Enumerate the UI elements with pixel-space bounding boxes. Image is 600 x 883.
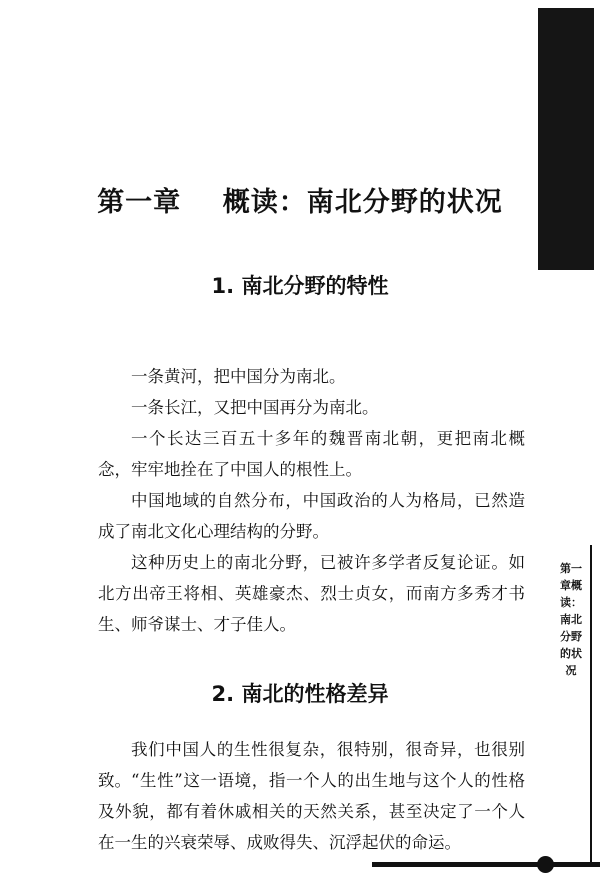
paragraph: 中国地域的自然分布，中国政治的人为格局，已然造成了南北文化心理结构的分野。 bbox=[98, 491, 525, 541]
footer-rule bbox=[372, 862, 600, 867]
paragraph: 一条黄河，把中国分为南北。 bbox=[131, 367, 346, 386]
running-chapter-label: 第一章概读：南北分野的状况 bbox=[560, 562, 582, 677]
footer-dot-ornament bbox=[537, 856, 554, 873]
paragraph: 一条长江，又把中国再分为南北。 bbox=[131, 398, 379, 417]
section-title-1: 1. 南北分野的特性 bbox=[211, 274, 389, 298]
paragraph: 我们中国人的生性很复杂，很特别，很奇异，也很别致。 bbox=[98, 740, 525, 790]
chapter-thumb-tab bbox=[538, 8, 594, 270]
chapter-title: 第一章 概读：南北分野的状况 bbox=[97, 187, 503, 218]
section-title-2: 2. 南北的性格差异 bbox=[211, 682, 389, 706]
paragraph: “生性”这一语境，指一个人的出生地与这个人的性格及外貌，都有着休戚相关的天然关系，甚至决定了一个人在一生的兴衰荣辱、成败得失、沉浮起伏的命运。 bbox=[98, 771, 525, 852]
paragraph: 这种历史上的南北分野，已被许多学者反复论证。如北方出帝王将相、英雄豪杰、烈士贞女，而南方多秀才书生、师爷谋士、才子佳人。 bbox=[98, 553, 525, 634]
paragraph: 一个长达三百五十多年的魏晋南北朝，更把南北概念，牢牢地拴在了中国人的根性上。 bbox=[98, 429, 525, 479]
side-rule bbox=[590, 545, 592, 863]
